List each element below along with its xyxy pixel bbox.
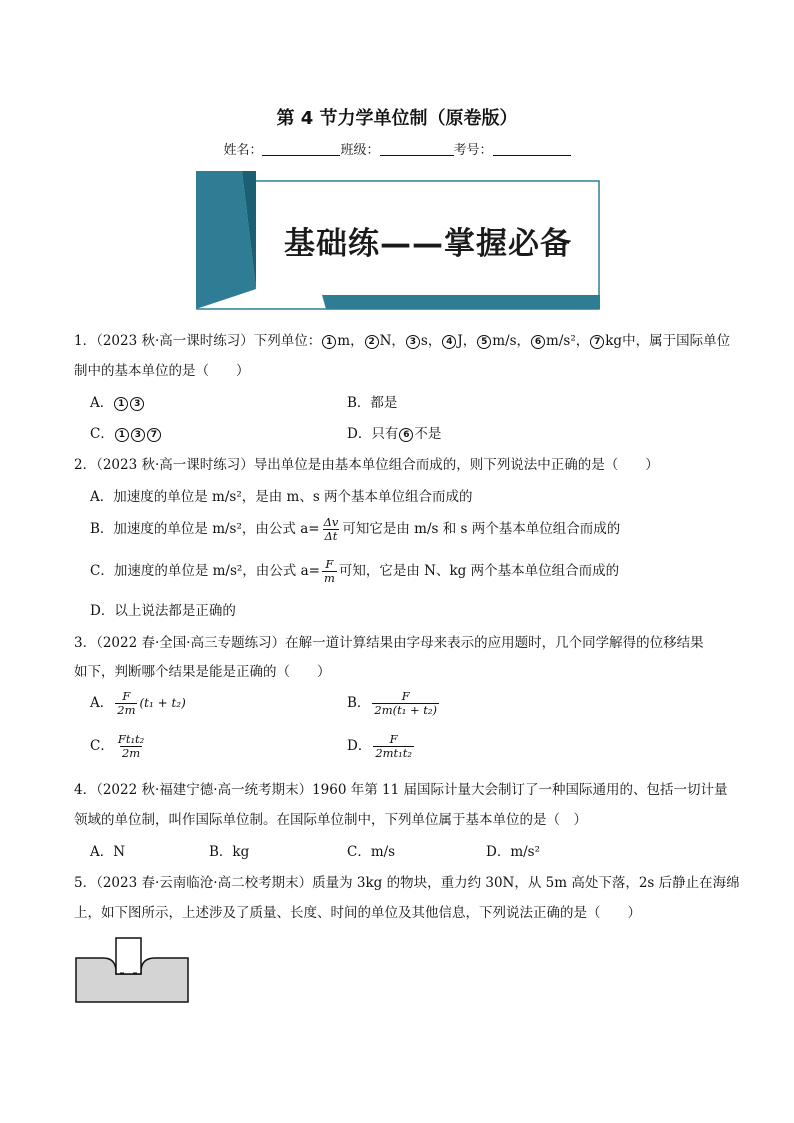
question-3-option-a[interactable]: A． $\frac{F}{2m}$ (t₁ + t₂) xyxy=(90,689,186,717)
name-label: 姓名： xyxy=(223,143,263,158)
question-4-option-d[interactable]: D．m/s² xyxy=(486,844,541,860)
question-4-option-b[interactable]: B．kg xyxy=(209,844,250,860)
question-1-option-d[interactable]: D．只有 6 不是 xyxy=(347,426,442,442)
question-1-option-c[interactable]: C． 1 3 7 xyxy=(90,424,162,444)
question-2-option-d[interactable]: D．以上说法都是正确的 xyxy=(90,603,236,619)
question-4-stem-line2: 领域的单位制，叫作国际单位制。在国际单位制中，下列单位属于基本单位的是（ ） xyxy=(74,812,587,828)
class-blank[interactable] xyxy=(380,142,454,156)
question-2-option-b[interactable]: B．加速度的单位是 m/s²，由公式 a= $\frac{\Delta v}{\Delta t}$ 可知它是由 m/s 和 s 两个基本单位组合而成的 xyxy=(90,515,621,543)
formula-fraction: $\frac{F}{m}$ xyxy=(323,557,335,585)
formula-fraction: $\frac{\Delta v}{\Delta t}$ xyxy=(323,515,339,543)
question-1-option-a[interactable]: A． 1 3 xyxy=(90,393,145,413)
student-info-line xyxy=(0,139,794,158)
question-2-option-a[interactable]: A．加速度的单位是 m/s²，是由 m、s 两个基本单位组合而成的 xyxy=(90,489,473,505)
class-label: 班级： xyxy=(340,143,380,158)
question-2-stem: 2．（2023 秋·高一课时练习）导出单位是由基本单位组合而成的，则下列说法中正确的是（ ） xyxy=(74,457,659,473)
question-3-stem: 3．（2022 春·全国·高三专题练习）在解一道计算结果由字母来表示的应用题时，几个同学解得的位移结果 xyxy=(74,635,704,651)
banner-graphic xyxy=(196,171,600,311)
question-4-stem: 4．（2022 秋·福建宁德·高一统考期末）1960 年第 11 届国际计量大会制订了一种国际通用的、包括一切计量 xyxy=(74,782,728,798)
question-5-stem: 5．（2023 春·云南临沧·高二校考期末）质量为 3kg 的物块，重力约 30N，从 5m 高处下落，2s 后静止在海绵 xyxy=(74,875,740,891)
question-5-stem-line2: 上，如下图所示，上述涉及了质量、长度、时间的单位及其他信息，下列说法正确的是（ ） xyxy=(74,905,641,921)
question-1-stem: 1．（2023 秋·高一课时练习）下列单位： 1 m， 2 N， 3 s， 4 J， 5 m/s， 6 m/s²， 7 kg中，属于国际单位 xyxy=(74,333,731,349)
question-3-option-b[interactable]: B． $\frac{F}{\text{2m(t₁ + t₂)}}$ xyxy=(347,689,438,717)
sponge-block-diagram xyxy=(75,936,190,1003)
question-1-option-b[interactable]: B．都是 xyxy=(347,395,398,411)
question-3-option-d[interactable]: D． $\frac{F}{\text{2mt₁t₂}}$ xyxy=(347,732,413,760)
banner-text: 基础练——掌握必备 xyxy=(284,226,572,262)
name-blank[interactable] xyxy=(262,142,340,156)
section-banner xyxy=(196,171,600,311)
question-4-option-a[interactable]: A．N xyxy=(90,844,126,860)
question-3-option-c[interactable]: C． $\frac{\text{Ft₁t₂}}{2m}$ xyxy=(90,732,145,760)
exam-number-blank[interactable] xyxy=(493,142,571,156)
question-2-option-c[interactable]: C．加速度的单位是 m/s²，由公式 a= $\frac{F}{m}$ 可知，它是由 N、kg 两个基本单位组合而成的 xyxy=(90,557,620,585)
question-4-option-c[interactable]: C．m/s xyxy=(347,844,396,860)
page-title: 第 4 节力学单位制（原卷版） xyxy=(276,108,518,129)
question-1-stem-line2: 制中的基本单位的是（ ） xyxy=(74,363,250,379)
sponge-block-figure xyxy=(75,936,190,1003)
exam-number-label: 考号： xyxy=(453,143,493,158)
question-3-stem-line2: 如下，判断哪个结果是能是正确的（ ） xyxy=(74,664,331,680)
